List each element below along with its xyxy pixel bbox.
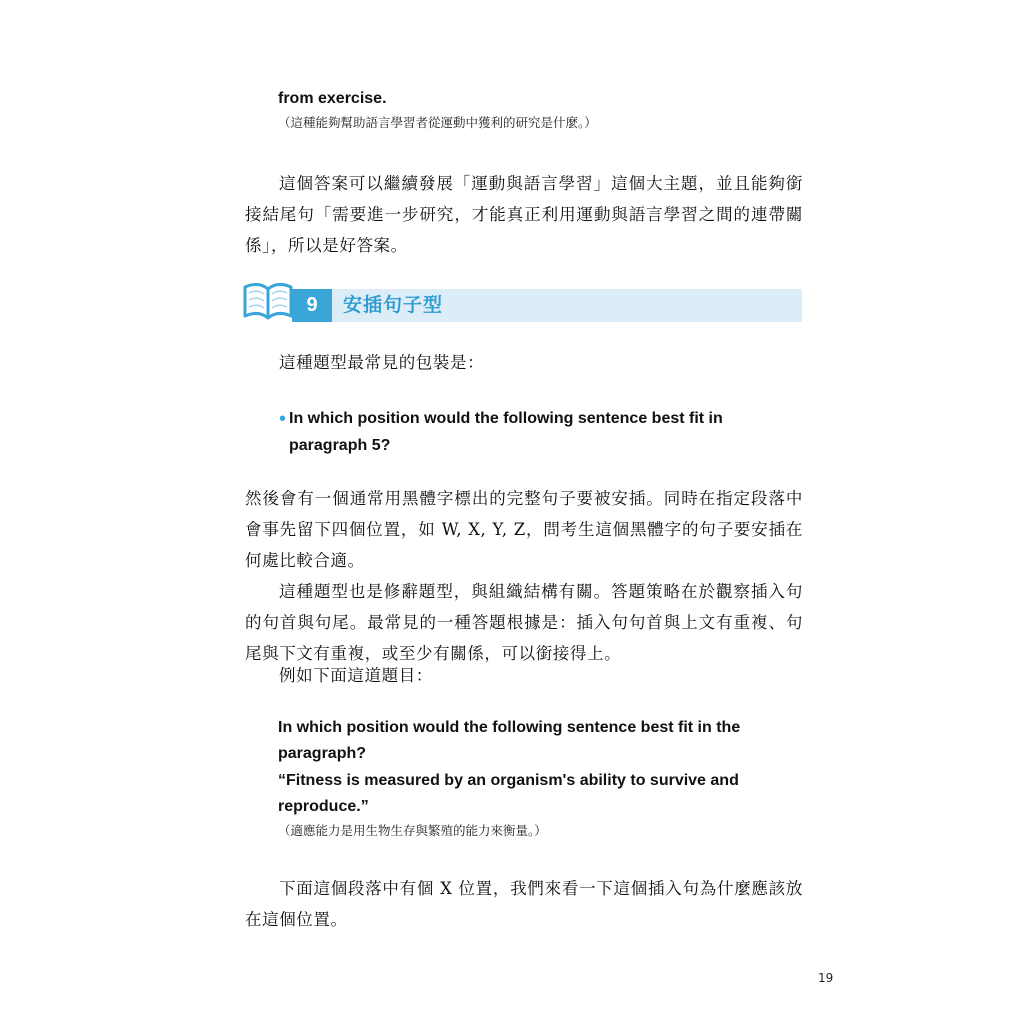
answer-translation: （這種能夠幫助語言學習者從運動中獲利的研究是什麼。） bbox=[278, 115, 597, 130]
body-paragraph-2: 這種題型也是修辭題型，與組織結構有關。答題策略在於觀察插入句的句首與句尾。最常見的一種答題根據是：插入句句首與上文有重複、句尾與下文有重複，或至少有關係，可以銜接得上。 bbox=[245, 582, 803, 663]
example-question-line-1: In which position would the following sentence best fit in the bbox=[278, 719, 741, 736]
bullet-question-line-2: paragraph 5? bbox=[289, 437, 391, 454]
example-sentence-line-1: “Fitness is measured by an organism's ability to survive and bbox=[278, 772, 739, 789]
answer-english-tail: from exercise. bbox=[278, 90, 387, 107]
page-number: 19 bbox=[818, 971, 834, 985]
explanation-paragraph: 這個答案可以繼續發展「運動與語言學習」這個大主題，並且能夠銜接結尾句「需要進一步研究，才能真正利用運動與語言學習之間的連帶關係」，所以是好答案。 bbox=[245, 174, 803, 255]
section-number: 9 bbox=[292, 289, 332, 322]
closing-paragraph: 下面這個段落中有個 X 位置，我們來看一下這個插入句為什麼應該放在這個位置。 bbox=[245, 879, 803, 929]
example-translation: （適應能力是用生物生存與繁殖的能力來衡量。） bbox=[278, 823, 547, 838]
open-book-icon bbox=[242, 278, 294, 322]
bullet-dot-icon: • bbox=[279, 408, 287, 430]
bullet-question-line-1: In which position would the following sentence best fit in bbox=[289, 410, 723, 427]
body-paragraph-1: 然後會有一個通常用黑體字標出的完整句子要被安插。同時在指定段落中會事先留下四個位置，如 W, X, Y, Z，問考生這個黑體字的句子要安插在何處比較合適。 bbox=[245, 489, 803, 570]
intro-line: 這種題型最常見的包裝是： bbox=[279, 353, 485, 372]
section-title: 安插句子型 bbox=[343, 294, 444, 316]
example-question-line-2: paragraph? bbox=[278, 745, 367, 762]
example-sentence-line-2: reproduce.” bbox=[278, 798, 369, 815]
body-paragraph-3: 例如下面這道題目： bbox=[279, 666, 433, 685]
